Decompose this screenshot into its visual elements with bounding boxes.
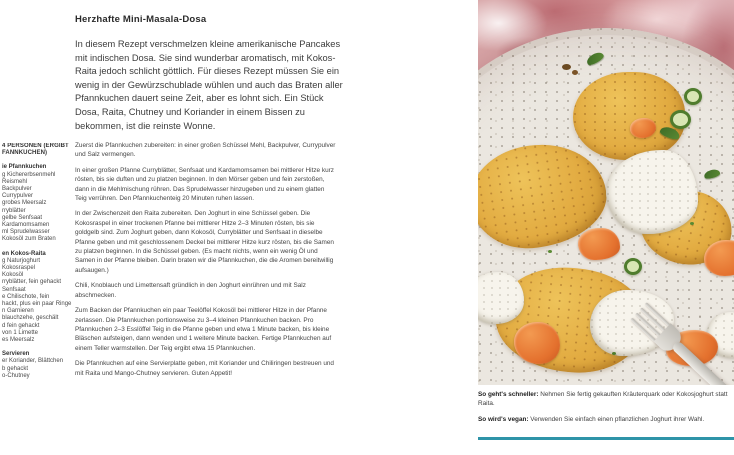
chili-slice <box>624 258 642 275</box>
ingredient-item: Senfsaat <box>2 286 26 293</box>
instructions <box>75 141 337 384</box>
ingredient-item: er Koriander, Blättchen <box>2 358 64 365</box>
ingredients-list <box>2 164 74 380</box>
instruction-paragraph: Zum Backen der Pfannkuchen ein paar Teelöffel Kokosöl bei mittlerer Hitze in der Pfanne zerlassen. Die Pfannkuchen portionsweise zu 3–4 kleinen Pfannkuchen backen. Pro Pfannkuchen 2–3 Esslöffel Teig in die Pfanne geben und etwa 1 Minute backen, bis kleine Bläschen aufsteigen, dann wenden und 1 weitere Minute backen. Fertige Pfannkuchen auf einem Teller warmstellen. Der Teig ergibt etwa 15 Pfannkuchen. <box>75 307 332 352</box>
ingredient-item: Backpulver <box>2 186 32 193</box>
chili-slice <box>684 88 702 105</box>
ingredient-item: Kardamomsamen <box>2 222 50 229</box>
caption-lead: So wird's vegan: <box>478 415 529 423</box>
ingredient-item: g Kichererbsenmehl <box>2 171 56 178</box>
ingredient-item: Kokosraspel <box>2 265 36 272</box>
photo-captions <box>478 391 734 431</box>
instruction-paragraph: Chili, Knoblauch und Limettensaft gründlich in den Joghurt einrühren und mit Salz abschmecken. <box>75 282 306 299</box>
raita-dollop <box>606 150 698 234</box>
chutney-blob <box>514 322 560 364</box>
ingredient-item: Kokosöl <box>2 272 24 279</box>
ingredients-column <box>2 143 74 380</box>
instruction-paragraph: In einer großen Pfanne Curryblätter, Senfsaat und Kardamomsamen bei mittlerer Hitze kurz rösten, bis sie duften und zu platzen beginnen. In den Mörser geben und fein zerstoßen, dann in die Mehlmischung rühren. Das Sprudelwasser hinzugeben und zu einem glatten Teig verrühren. Den Pfannkuchenteig 20 Minuten ruhen lassen. <box>75 166 334 203</box>
herb-fleck <box>612 352 616 355</box>
ingredient-item: o-Chutney <box>2 372 30 379</box>
ingredient-item: rryblätter, fein gehackt <box>2 279 62 286</box>
pancake <box>573 72 685 160</box>
caption: So geht's schneller: Nehmen Sie fertig gekauften Kräuterquark oder Kokosjoghurt statt Raita. <box>478 391 728 407</box>
ingredient-item: gelbe Senfsaat <box>2 214 43 221</box>
serving-info-line2: FANNKUCHEN) <box>2 150 48 157</box>
instruction-paragraph: Die Pfannkuchen auf eine Servierplatte geben, mit Koriander und Chiliringen bestreuen und mit Raita und Mango-Chutney servieren. Guten Appetit! <box>75 360 334 377</box>
ingredient-group-heading: Servieren <box>2 351 30 358</box>
ingredient-item: grobes Meersalz <box>2 200 47 207</box>
ingredient-item: rryblätter <box>2 207 26 214</box>
ingredient-group-heading: en Kokos-Raita <box>2 250 46 257</box>
recipe-title: Herzhafte Mini-Masala-Dosa <box>75 14 207 26</box>
ingredient-item: n Garnieren <box>2 308 34 315</box>
herb-fleck <box>690 222 694 225</box>
ingredient-item: blauchzehe, geschält <box>2 315 59 322</box>
dish-photo <box>478 0 734 385</box>
serving-info-line1: 4 PERSONEN (ERGIBT <box>2 143 69 149</box>
ingredient-item: Currypulver <box>2 193 34 200</box>
ingredient-item: von 1 Limette <box>2 329 39 336</box>
caption-lead: So geht's schneller: <box>478 391 539 398</box>
caption: So wird's vegan: Verwenden Sie einfach einen pflanzlichen Joghurt ihrer Wahl. <box>478 415 705 423</box>
instruction-paragraph: Zuerst die Pfannkuchen zubereiten: in einer großen Schüssel Mehl, Backpulver, Currypulver und Salz vermengen. <box>75 142 336 159</box>
spice-speck <box>572 70 578 75</box>
ingredient-item: e Chilischote, fein <box>2 293 50 300</box>
instruction-paragraph: In der Zwischenzeit den Raita zubereiten. Den Joghurt in eine Schüssel geben. Die Kokosraspel in einer trockenen Pfanne bei mittlerer Hitze 2–3 Minuten rösten, bis sie goldgelb sind. Zum Joghurt geben, dann Kokosöl, Curryblätter und Senfsaat in dieselbe Pfanne geben und mit geschlossenem Deckel bei mittlerer Hitze kurz rösten, bis die Samen zu platzen beginnen. In die Schüssel geben. (Es macht nichts, wenn ein wenig Öl und Samen in der Pfanne bleiben. Darin braten wir die Pfannkuchen, die die Aromen bereitwillig aufsaugen.) <box>75 210 334 274</box>
chili-slice <box>670 110 691 129</box>
recipe-intro: In diesem Rezept verschmelzen kleine amerikanische Pancakes mit indischen Dosa. Sie sind wunderbar aromatisch, mit Kokos-Raita jedoch schlicht göttlich. Für dieses Rezept müssen Sie ein wenig in der Gewürzschublade wühlen und auch das Braten aller Pfannkuchen dauert seine Zeit, aber es lohnt sich. Ein Stück Dosa, Raita, Chutney und Koriander in einem Bissen zu bekommen, ist die reinste Wonne. <box>75 39 343 131</box>
herb-fleck <box>548 250 552 253</box>
ingredient-group-heading: ie Pfannkuchen <box>2 164 47 171</box>
ingredient-item: g Naturjoghurt <box>2 257 41 264</box>
ingredient-item: Kokosöl zum Braten <box>2 236 56 243</box>
chutney-blob <box>578 228 620 260</box>
ingredient-item: d fein gehackt <box>2 322 40 329</box>
ingredient-item: es Meersalz <box>2 337 35 344</box>
ingredient-item: b gehackt <box>2 365 29 372</box>
ingredient-item: hackt, plus ein paar Ringe <box>2 301 72 308</box>
spice-speck <box>562 64 571 70</box>
accent-rule <box>478 437 734 440</box>
ingredient-item: ml Sprudelwasser <box>2 229 50 236</box>
ingredient-item: Reismehl <box>2 178 28 185</box>
